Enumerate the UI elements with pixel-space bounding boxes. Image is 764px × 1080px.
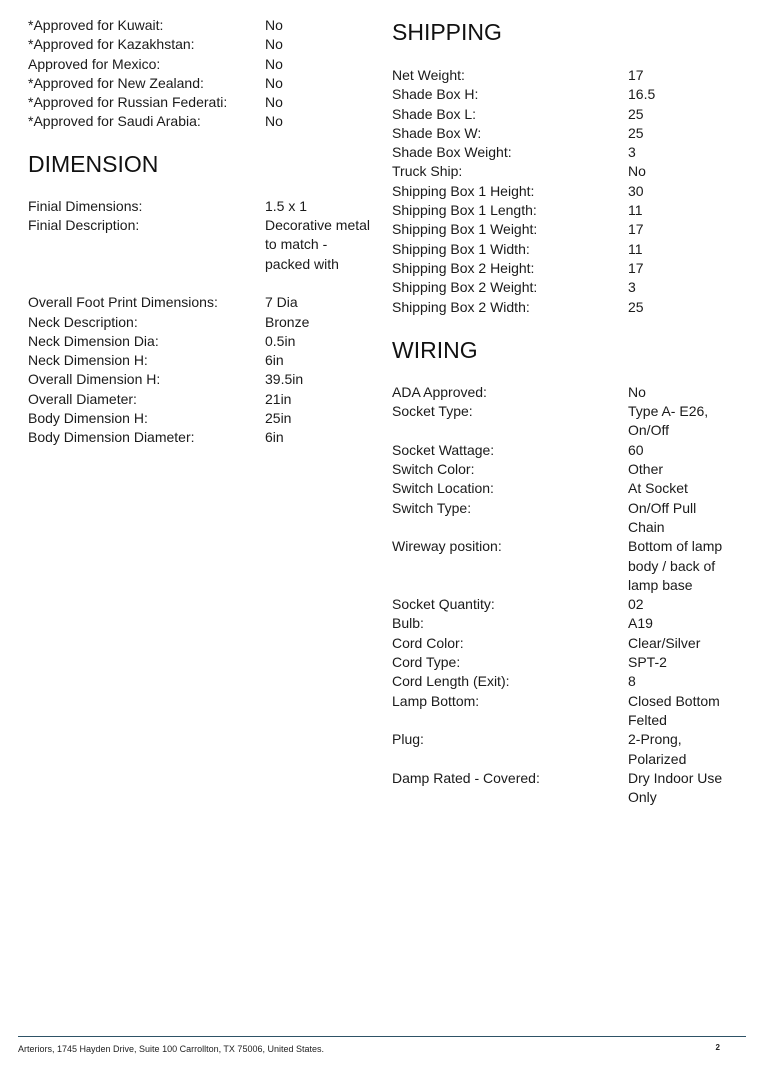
spec-row — [28, 313, 373, 332]
spec-value: Dry Indoor Use Only — [628, 769, 723, 806]
spec-label: Overall Dimension H: — [28, 371, 161, 388]
spec-value: No — [628, 163, 646, 180]
spec-value: 7 Dia — [265, 294, 298, 311]
spec-row — [28, 112, 373, 131]
spec-value: 17 — [628, 67, 644, 83]
spec-value: 25in — [265, 410, 292, 427]
spec-row — [28, 390, 373, 409]
dimension-list — [28, 197, 373, 448]
spec-value: 39.5in — [265, 371, 304, 388]
spec-value: 6in — [265, 352, 284, 369]
spec-value: 21in — [265, 390, 292, 407]
spec-value: A19 — [628, 615, 653, 632]
shipping-list — [392, 66, 742, 317]
spec-row — [392, 124, 742, 143]
spec-value: 6in — [265, 429, 284, 446]
spec-value: 17 — [628, 259, 644, 276]
spec-row — [392, 769, 742, 808]
spec-value: 2-Prong, Polarized — [628, 731, 687, 767]
spec-label: Shade Box H: — [392, 86, 479, 103]
spec-value: Decorative metal to match - packed with — [265, 217, 371, 272]
spec-value: No — [265, 74, 283, 91]
spec-label: Finial Description: — [28, 217, 140, 234]
spec-row — [392, 499, 742, 538]
wiring-list — [392, 383, 742, 808]
spec-value: 3 — [628, 279, 636, 296]
spec-label: Finial Dimensions: — [28, 197, 143, 214]
spec-row — [28, 293, 373, 312]
spec-label: Wireway position: — [392, 538, 502, 555]
spec-label: Approved for Mexico: — [28, 55, 161, 72]
spec-value: No — [265, 55, 283, 72]
spec-label: Neck Dimension Dia: — [28, 332, 159, 349]
spec-value: 02 — [628, 596, 644, 613]
spec-label: Overall Foot Print Dimensions: — [28, 294, 218, 311]
spec-row — [28, 197, 373, 216]
spec-row — [392, 460, 742, 479]
left-column — [28, 16, 373, 448]
spec-value: 16.5 — [628, 86, 656, 103]
spec-row — [392, 259, 742, 278]
spec-row — [392, 182, 742, 201]
spec-label: Switch Type: — [392, 499, 472, 516]
spec-value: 30 — [628, 182, 644, 199]
spec-value: Bronze — [265, 313, 310, 330]
spec-label: Shipping Box 1 Width: — [392, 240, 530, 257]
spec-label: Cord Length (Exit): — [392, 673, 510, 690]
spec-value: Closed Bottom Felted — [628, 692, 720, 728]
shipping-heading: SHIPPING — [392, 19, 502, 45]
spec-row — [28, 370, 373, 389]
dimension-heading: DIMENSION — [28, 150, 159, 177]
spec-value: No — [265, 94, 283, 111]
spec-row — [28, 409, 373, 428]
spec-row — [392, 730, 742, 769]
spec-label: Shade Box W: — [392, 124, 482, 141]
spec-value: No — [265, 113, 283, 130]
spec-label: Shade Box Weight: — [392, 144, 512, 161]
spec-label: *Approved for New Zealand: — [28, 74, 204, 91]
spec-row — [28, 216, 373, 274]
spec-row — [392, 537, 742, 595]
spec-row — [392, 278, 742, 297]
spec-row — [392, 595, 742, 614]
spec-value: 11 — [628, 202, 643, 219]
spec-value: 25 — [628, 298, 644, 315]
spec-label: *Approved for Russian Federati: — [28, 94, 228, 111]
spec-row — [392, 201, 742, 220]
spec-label: Bulb: — [392, 615, 424, 632]
spec-row — [392, 634, 742, 653]
spec-value: No — [628, 383, 646, 400]
footer-address: Arteriors, 1745 Hayden Drive, Suite 100 Carrollton, TX 75006, United States. — [18, 1044, 324, 1054]
spec-row — [28, 74, 373, 93]
spec-value: 25 — [628, 124, 644, 141]
spec-value: 8 — [628, 673, 636, 690]
footer-divider — [18, 1036, 746, 1037]
spec-row — [392, 383, 742, 402]
spec-label: Shipping Box 1 Height: — [392, 182, 535, 199]
spec-row — [392, 441, 742, 460]
spec-row — [28, 16, 373, 35]
spec-label: Socket Type: — [392, 403, 473, 420]
spec-value: SPT-2 — [628, 654, 667, 671]
spec-label: Shipping Box 1 Weight: — [392, 221, 538, 238]
spec-label: Cord Type: — [392, 654, 461, 671]
approvals-list — [28, 16, 373, 132]
spec-value: No — [265, 36, 283, 53]
spec-value: Type A- E26, On/Off — [628, 403, 709, 439]
spec-label: Shipping Box 2 Weight: — [392, 279, 538, 296]
spec-label: Neck Description: — [28, 313, 138, 330]
spec-label: *Approved for Kuwait: — [28, 17, 164, 33]
spec-label: Damp Rated - Covered: — [392, 769, 540, 786]
spec-row — [392, 672, 742, 691]
spec-value: At Socket — [628, 480, 688, 497]
spec-row — [392, 66, 742, 85]
spec-label: Socket Wattage: — [392, 441, 495, 458]
spec-value: No — [265, 17, 283, 33]
spec-label: Body Dimension H: — [28, 410, 148, 427]
spec-row — [392, 240, 742, 259]
spec-value: 3 — [628, 144, 636, 161]
spec-label: Lamp Bottom: — [392, 692, 480, 709]
spec-row — [28, 428, 373, 447]
spec-label: Body Dimension Diameter: — [28, 429, 195, 446]
spec-label: *Approved for Kazakhstan: — [28, 36, 195, 53]
spec-label: Neck Dimension H: — [28, 352, 148, 369]
spec-row — [28, 93, 373, 112]
spec-label: Shipping Box 1 Length: — [392, 202, 537, 219]
spec-value: 60 — [628, 441, 644, 458]
spec-row — [392, 653, 742, 672]
spec-label: Switch Color: — [392, 461, 475, 478]
spec-row — [28, 332, 373, 351]
spec-value: Other — [628, 461, 664, 478]
spec-row — [28, 35, 373, 54]
spec-row — [392, 85, 742, 104]
spec-row — [28, 55, 373, 74]
page-number: 2 — [715, 1043, 720, 1052]
spec-row — [392, 162, 742, 181]
spec-value: Bottom of lamp body / back of lamp base — [628, 538, 723, 593]
spec-value: Clear/Silver — [628, 634, 701, 651]
spec-label: Net Weight: — [392, 67, 465, 83]
spec-row — [392, 614, 742, 633]
spec-row — [392, 402, 742, 441]
spec-label: Socket Quantity: — [392, 596, 495, 613]
spec-row — [392, 105, 742, 124]
spec-label: Overall Diameter: — [28, 390, 137, 407]
right-column — [392, 16, 742, 807]
spec-label: *Approved for Saudi Arabia: — [28, 113, 201, 130]
spec-row — [392, 692, 742, 731]
spec-row — [392, 143, 742, 162]
spec-row — [392, 220, 742, 239]
spec-label: Cord Color: — [392, 634, 464, 651]
spec-row — [392, 479, 742, 498]
spec-label: Shade Box L: — [392, 105, 477, 122]
spec-value: 17 — [628, 221, 644, 238]
spec-label: Plug: — [392, 731, 424, 748]
spec-label: ADA Approved: — [392, 383, 487, 400]
spec-value: 1.5 x 1 — [265, 197, 308, 214]
spec-value: 25 — [628, 105, 644, 122]
spec-label: Shipping Box 2 Height: — [392, 259, 535, 276]
spec-value: 0.5in — [265, 332, 296, 349]
spec-row — [28, 351, 373, 370]
spec-label: Switch Location: — [392, 480, 494, 497]
spec-label: Shipping Box 2 Width: — [392, 298, 530, 315]
spec-row — [392, 298, 742, 317]
spec-value: 11 — [628, 240, 643, 257]
spec-value: On/Off Pull Chain — [628, 499, 697, 535]
spec-label: Truck Ship: — [392, 163, 463, 180]
wiring-heading: WIRING — [392, 336, 478, 363]
